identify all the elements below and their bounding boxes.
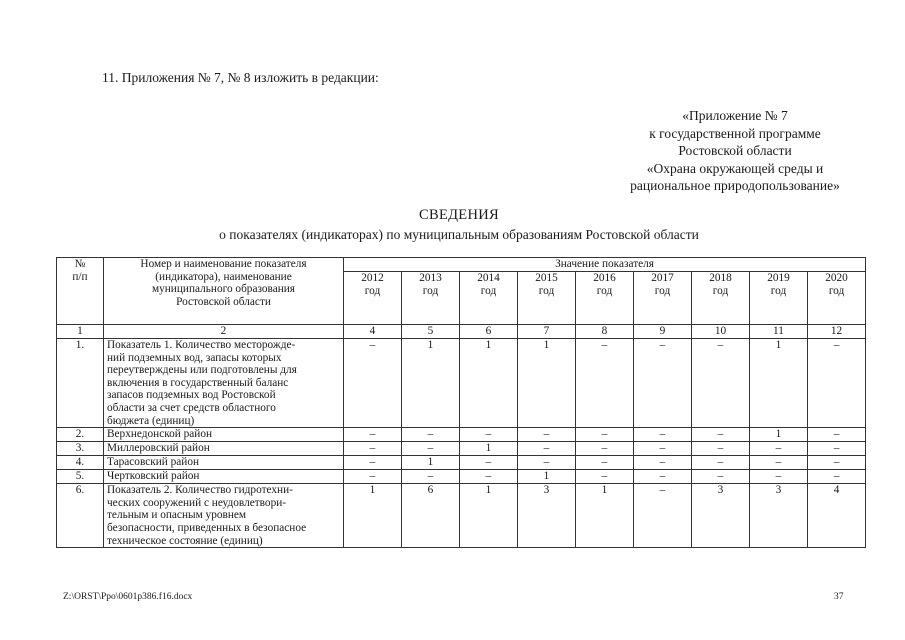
row-value: – (576, 339, 634, 428)
row-value: – (692, 456, 750, 470)
row-value: – (750, 442, 808, 456)
row-name: Верхнедонской район (104, 428, 344, 442)
column-number: 8 (576, 325, 634, 339)
row-number: 1. (57, 339, 104, 428)
row-value: – (750, 470, 808, 484)
row-value: – (344, 456, 402, 470)
table-row (57, 442, 866, 456)
row-number: 3. (57, 442, 104, 456)
row-value: – (808, 456, 866, 470)
row-value: 1 (576, 484, 634, 548)
row-value: – (692, 442, 750, 456)
row-value: 4 (808, 484, 866, 548)
header-year: 2013 год (402, 272, 460, 325)
row-number: 4. (57, 456, 104, 470)
header-name: Номер и наименование показателя (индикатора), наименование муниципального образования Ростовской области (104, 258, 344, 325)
row-value: – (692, 428, 750, 442)
row-value: – (750, 456, 808, 470)
row-value: – (576, 442, 634, 456)
appendix-line: к государственной программе (649, 125, 821, 141)
indicators-table (56, 257, 866, 548)
intro-text: 11. Приложения № 7, № 8 изложить в редакции: (102, 70, 379, 85)
header-year: 2018 год (692, 272, 750, 325)
column-number: 1 (57, 325, 104, 339)
column-number: 7 (518, 325, 576, 339)
table-row (57, 456, 866, 470)
row-value: 3 (750, 484, 808, 548)
row-value: – (692, 470, 750, 484)
row-value: 1 (750, 428, 808, 442)
header-no: № п/п (57, 258, 104, 325)
row-value: 1 (750, 339, 808, 428)
appendix-header (600, 107, 870, 195)
row-value: – (634, 428, 692, 442)
document-title: СВЕДЕНИЯ (419, 207, 499, 223)
row-value: – (634, 484, 692, 548)
column-number: 5 (402, 325, 460, 339)
header-year: 2015 год (518, 272, 576, 325)
row-value: 1 (402, 456, 460, 470)
header-year: 2014 год (460, 272, 518, 325)
row-value: 1 (460, 484, 518, 548)
header-year: 2017 год (634, 272, 692, 325)
appendix-line: «Охрана окружающей среды и (646, 160, 824, 176)
table-row (57, 339, 866, 428)
row-value: – (344, 442, 402, 456)
row-value: 1 (344, 484, 402, 548)
header-year: 2020 год (808, 272, 866, 325)
row-value: – (402, 428, 460, 442)
row-value: – (518, 442, 576, 456)
row-value: – (460, 456, 518, 470)
header-year: 2016 год (576, 272, 634, 325)
header-value: Значение показателя (344, 258, 866, 272)
row-value: 1 (460, 442, 518, 456)
row-value: 1 (402, 339, 460, 428)
row-value: 6 (402, 484, 460, 548)
table-row (57, 484, 866, 548)
row-value: – (518, 456, 576, 470)
table-row (57, 470, 866, 484)
column-number: 2 (104, 325, 344, 339)
row-value: – (808, 428, 866, 442)
row-value: – (808, 339, 866, 428)
row-value: – (402, 470, 460, 484)
header-year: 2019 год (750, 272, 808, 325)
row-value: 1 (518, 470, 576, 484)
row-number: 2. (57, 428, 104, 442)
header-row (57, 258, 866, 272)
column-number: 10 (692, 325, 750, 339)
row-name: Тарасовский район (104, 456, 344, 470)
row-value: – (634, 442, 692, 456)
row-number: 6. (57, 484, 104, 548)
column-numbering-row (57, 325, 866, 339)
row-value: 3 (692, 484, 750, 548)
column-number: 12 (808, 325, 866, 339)
page-number: 37 (834, 592, 844, 602)
row-value: 3 (518, 484, 576, 548)
table-row (57, 428, 866, 442)
row-value: – (460, 428, 518, 442)
column-number: 11 (750, 325, 808, 339)
row-value: – (344, 428, 402, 442)
row-value: – (634, 456, 692, 470)
row-value: – (808, 442, 866, 456)
column-number: 6 (460, 325, 518, 339)
row-value: – (808, 470, 866, 484)
column-number: 9 (634, 325, 692, 339)
row-value: – (576, 470, 634, 484)
row-name: Показатель 2. Количество гидротехни- ческих сооружений с неудовлетвори- тельным и опасным уровнем безопасности, приведенных в безопасное техническое состояние (единиц) (104, 484, 344, 548)
footer-file-path: Z:\ORST\Ppo\0601p386.f16.docx (63, 592, 193, 602)
row-value: 1 (460, 339, 518, 428)
row-value: – (576, 428, 634, 442)
document-subtitle: о показателях (индикаторах) по муниципальным образованиям Ростовской области (219, 227, 699, 242)
row-value: – (576, 456, 634, 470)
column-number: 4 (344, 325, 402, 339)
row-value: – (460, 470, 518, 484)
appendix-line: «Приложение № 7 (682, 108, 788, 123)
row-name: Миллеровский район (104, 442, 344, 456)
appendix-line: Ростовской области (678, 143, 792, 158)
header-year: 2012 год (344, 272, 402, 325)
row-number: 5. (57, 470, 104, 484)
row-value: – (692, 339, 750, 428)
row-value: – (344, 470, 402, 484)
appendix-line: рациональное природопользование» (630, 178, 840, 193)
row-value: – (344, 339, 402, 428)
row-name: Показатель 1. Количество месторожде- ний подземных вод, запасы которых переутверждены или подготовлены для включения в государственный баланс запасов подземных вод Ростовской области за счет средств областного бюджета (единиц) (104, 339, 344, 428)
row-value: – (634, 470, 692, 484)
row-value: – (634, 339, 692, 428)
row-name: Чертковский район (104, 470, 344, 484)
row-value: – (402, 442, 460, 456)
row-value: – (518, 428, 576, 442)
row-value: 1 (518, 339, 576, 428)
